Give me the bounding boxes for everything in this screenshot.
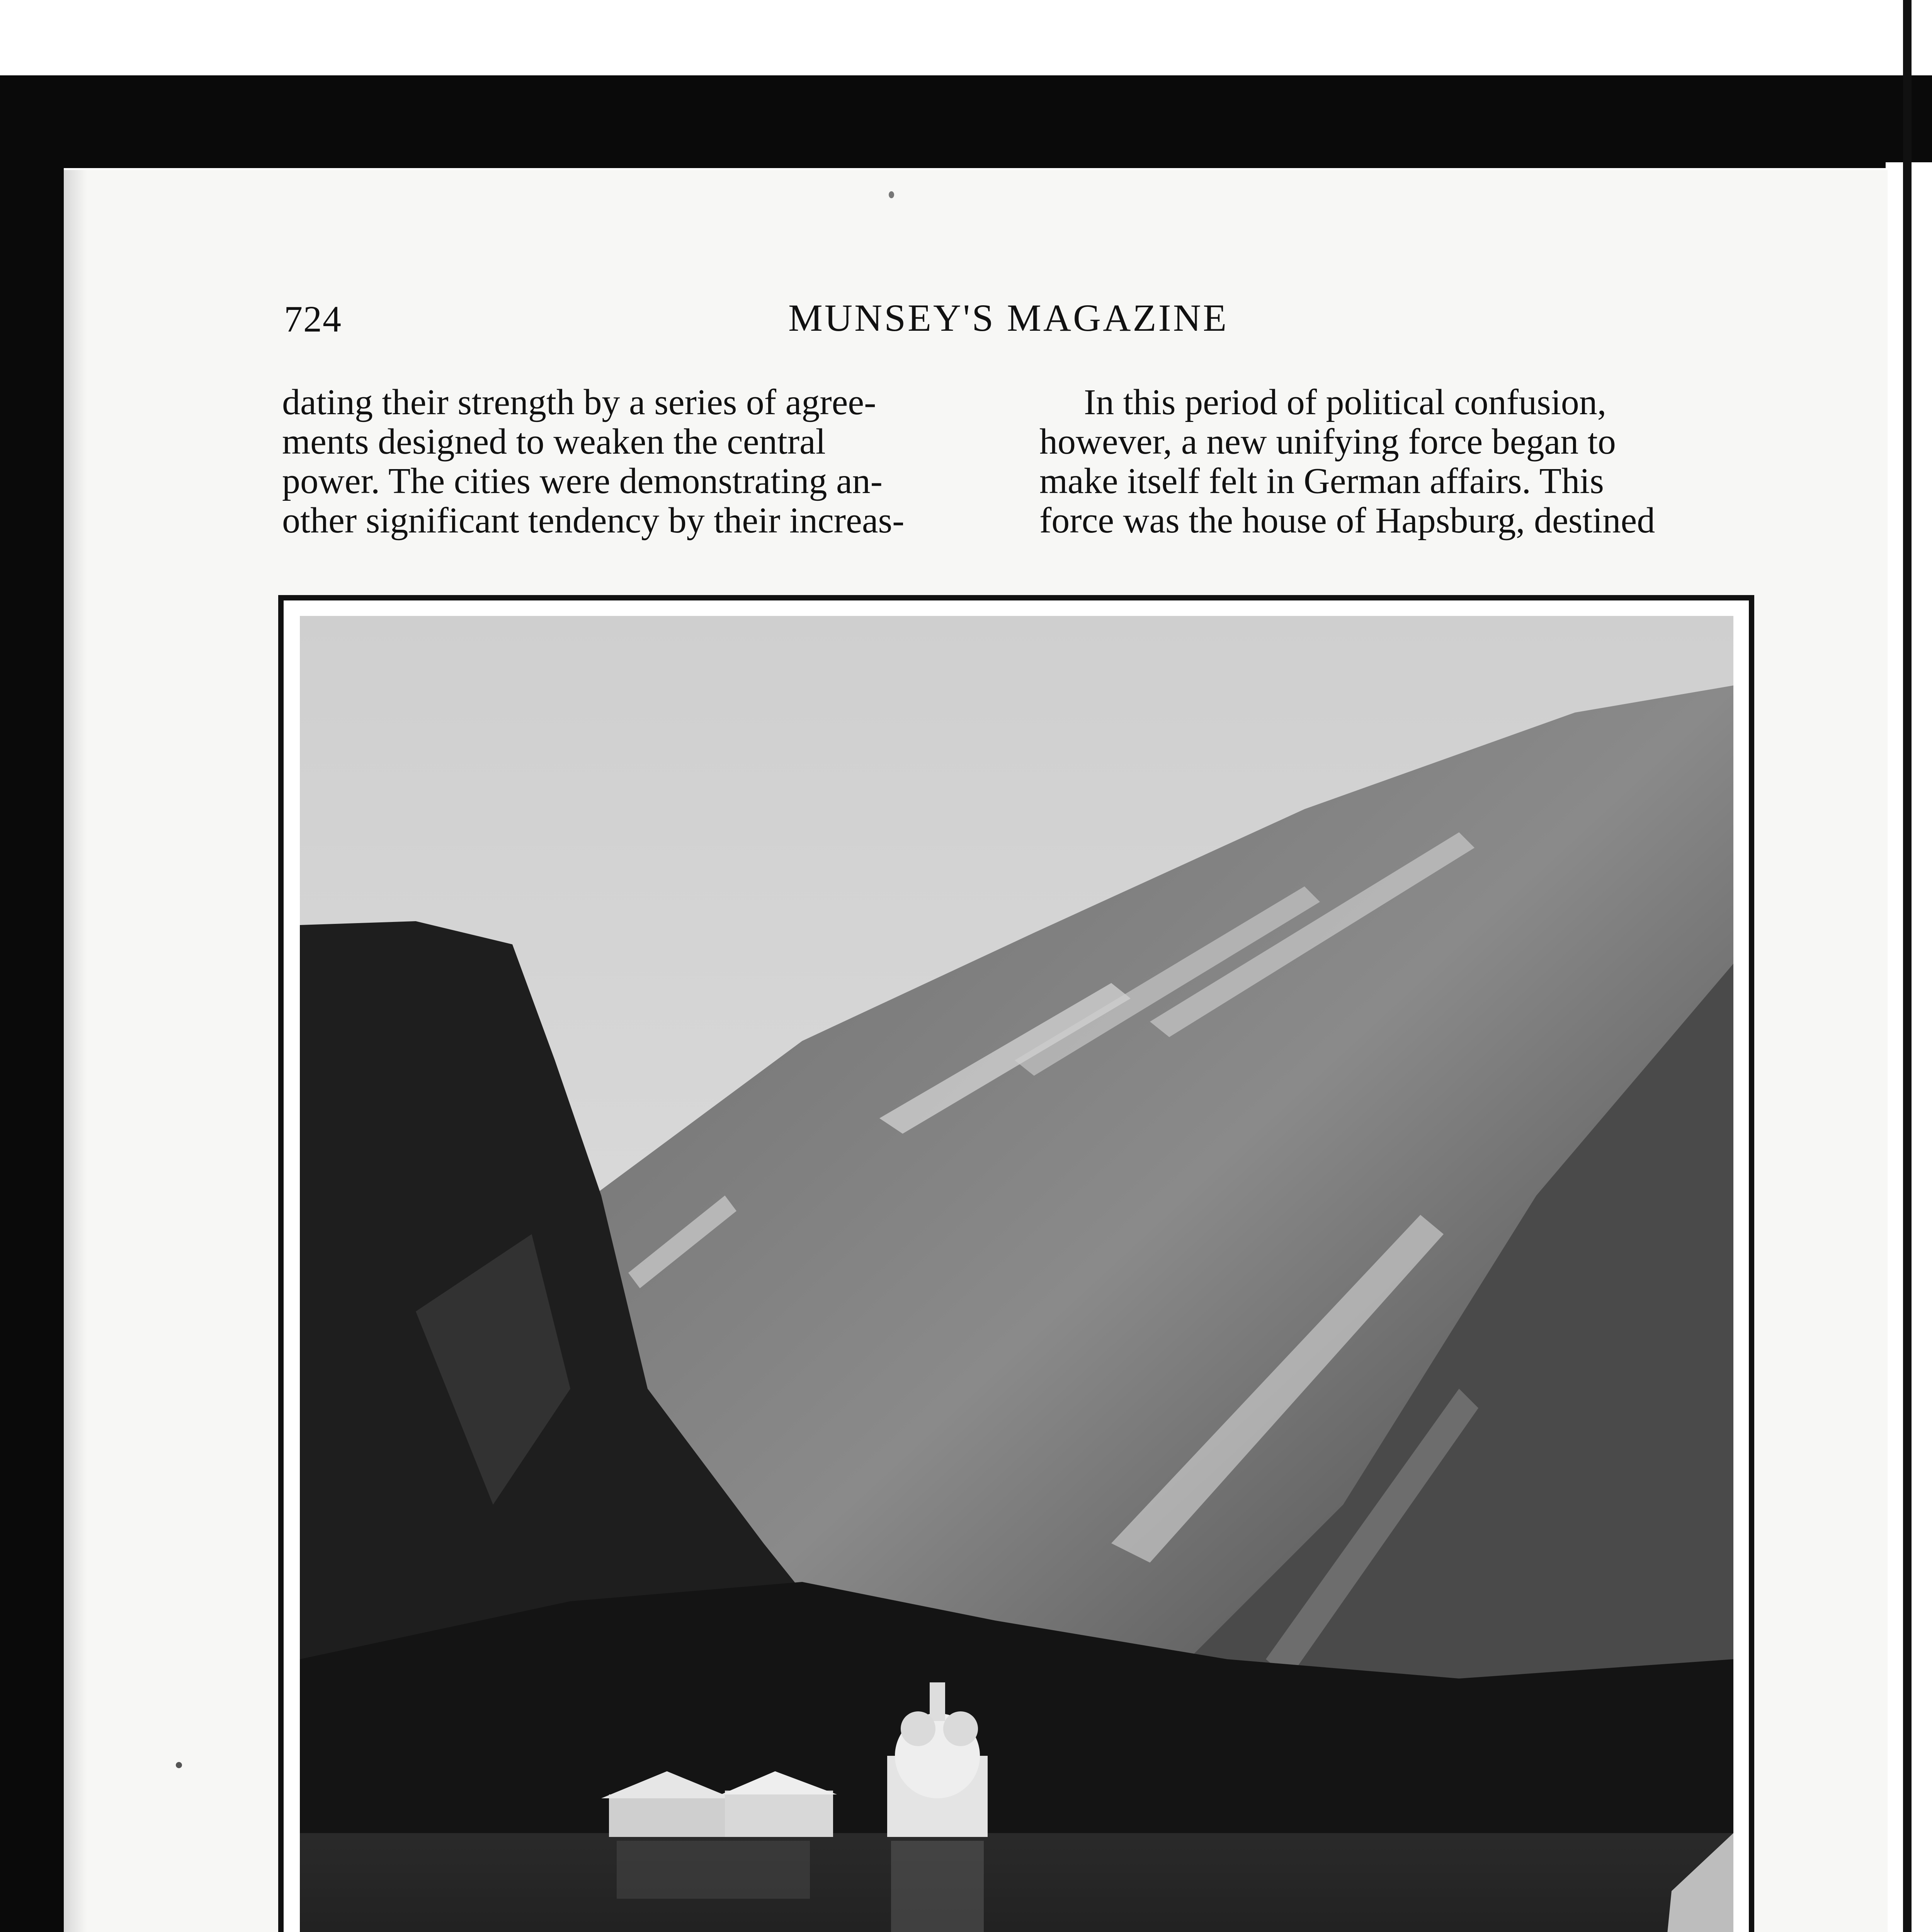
photo-frame	[278, 595, 1754, 1932]
text-line: force was the house of Hapsburg, destined	[1039, 500, 1655, 541]
text-line: In this period of political confusion,	[1084, 382, 1607, 422]
alpine-lake-photograph	[300, 616, 1733, 1932]
text-line: make itself felt in German affairs. This	[1039, 461, 1604, 501]
text-column-top-left	[282, 383, 993, 540]
scan-top-margin	[0, 0, 1932, 75]
dust-speck	[176, 1762, 182, 1768]
scan-border-top	[0, 75, 1932, 168]
text-line: however, a new unifying force began to	[1039, 422, 1616, 462]
text-line: ments designed to weaken the central	[282, 422, 826, 462]
text-line: other significant tendency by their increas-	[282, 500, 905, 541]
text-column-top-right	[1039, 383, 1750, 540]
dust-speck	[889, 191, 894, 198]
page-gutter-shadow	[64, 170, 87, 1932]
text-line: power. The cities were demonstrating an-	[282, 461, 883, 501]
page-number: 724	[284, 298, 342, 340]
text-line: dating their strength by a series of agree-	[282, 382, 876, 422]
scan-right-edge-line	[1903, 0, 1912, 1932]
running-title: MUNSEY'S MAGAZINE	[788, 296, 1229, 339]
scan-border-left	[0, 162, 64, 1932]
